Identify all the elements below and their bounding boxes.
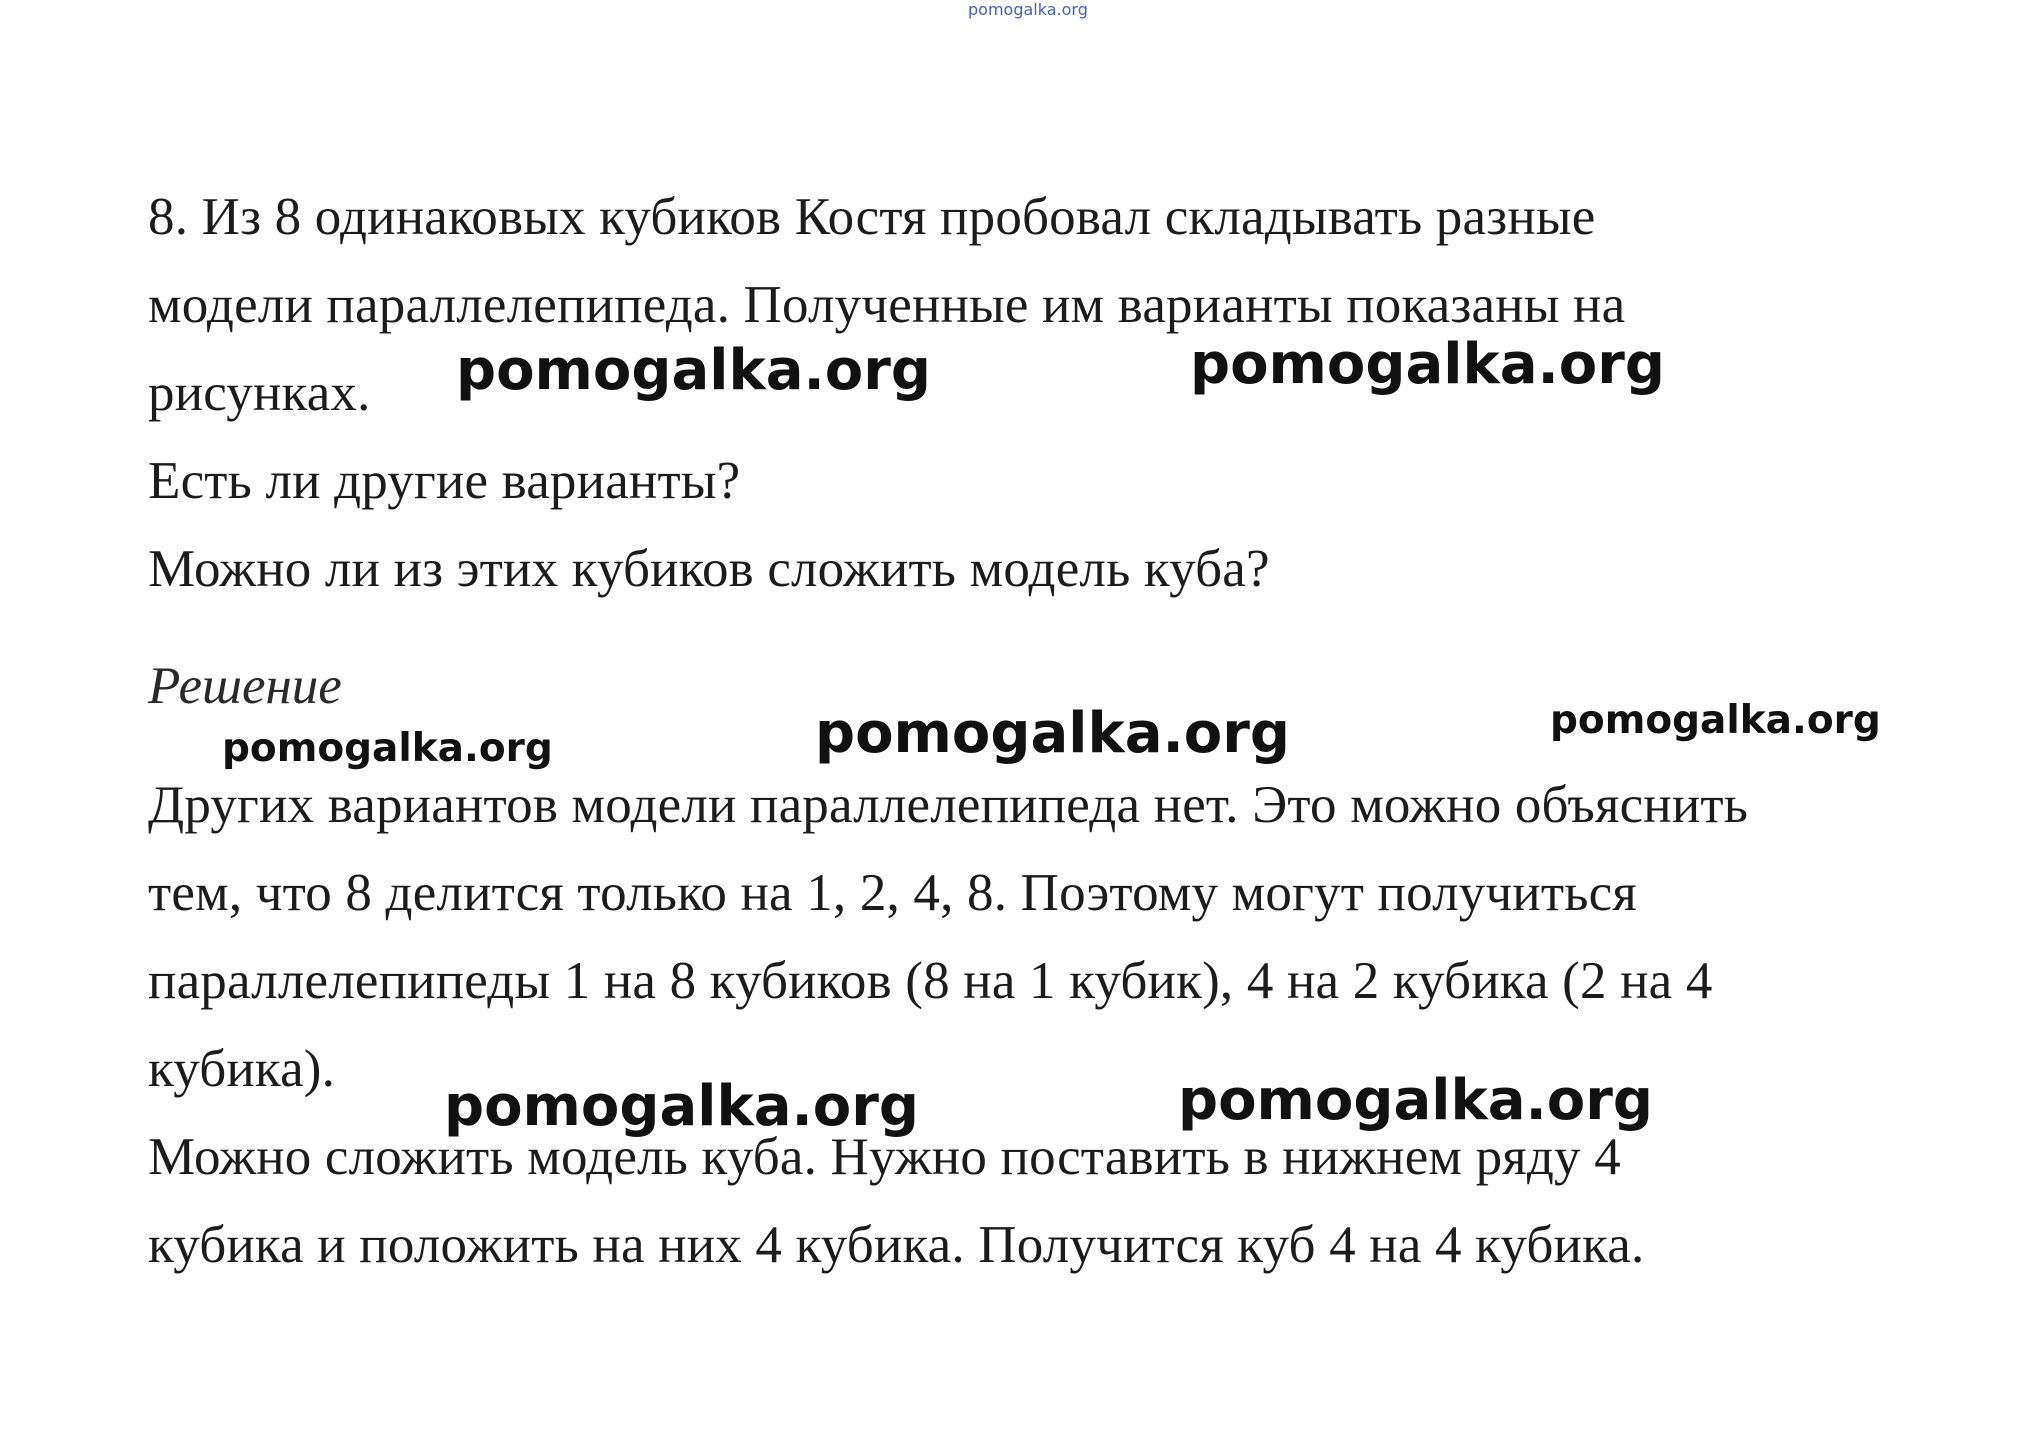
problem-line-3: рисунках. [148, 364, 371, 422]
watermark: pomogalka.org [456, 338, 931, 403]
watermark: pomogalka.org [1178, 1068, 1653, 1133]
watermark: pomogalka.org [444, 1074, 919, 1139]
watermark: pomogalka.org [815, 701, 1290, 766]
solution-line-6: кубика и положить на них 4 кубика. Получится куб 4 на 4 кубика. [148, 1216, 1645, 1274]
watermark: pomogalka.org [1190, 332, 1665, 397]
solution-line-5: Можно сложить модель куба. Нужно поставить в нижнем ряду 4 [148, 1128, 1621, 1186]
watermark: pomogalka.org [1550, 698, 1881, 743]
solution-line-3: параллелепипеды 1 на 8 кубиков (8 на 1 кубик), 4 на 2 кубика (2 на 4 [148, 952, 1713, 1010]
problem-line-4: Есть ли другие варианты? [148, 452, 741, 510]
problem-line-5: Можно ли из этих кубиков сложить модель куба? [148, 540, 1270, 598]
solution-heading: Решение [148, 657, 342, 715]
solution-line-4: кубика). [148, 1040, 336, 1098]
solution-line-1: Других вариантов модели параллелепипеда нет. Это можно объяснить [148, 776, 1749, 834]
problem-line-1: 8. Из 8 одинаковых кубиков Костя пробовал складывать разные [148, 188, 1596, 246]
problem-line-2: модели параллелепипеда. Полученные им варианты показаны на [148, 276, 1626, 334]
solution-line-2: тем, что 8 делится только на 1, 2, 4, 8. Поэтому могут получиться [148, 864, 1637, 922]
watermark: pomogalka.org [222, 726, 553, 771]
site-link[interactable]: pomogalka.org [968, 0, 1088, 19]
